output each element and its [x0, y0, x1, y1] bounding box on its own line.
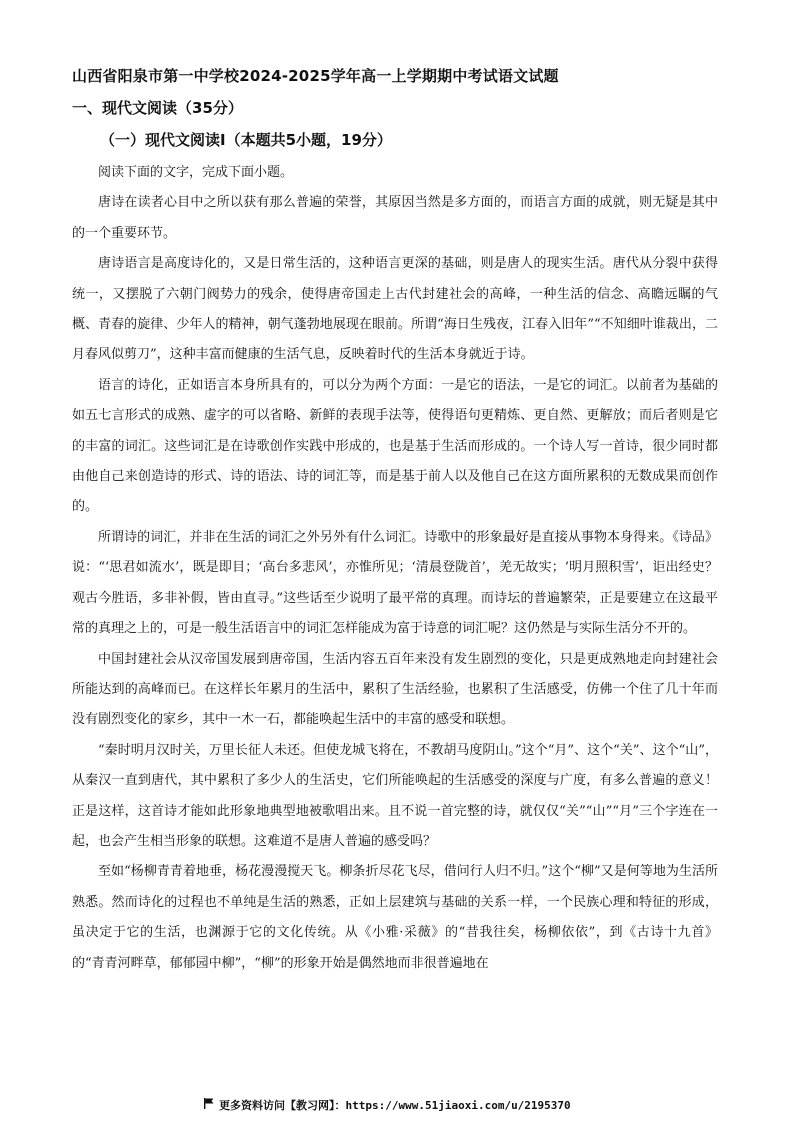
paragraph: 唐诗语言是高度诗化的，又是日常生活的，这种语言更深的基础，则是唐人的现实生活。唐代从分裂中获得统一，又摆脱了六朝门阀势力的残余，使得唐帝国走上古代封建社会的高峰，一种生活的信念、高瞻远瞩的气概、青春的旋律、少年人的精神，朝气蓬勃地展现在眼前。所谓“海日生残夜，江春入旧年”“不知细叶谁裁出，二月春风似剪刀”，这种丰富而健康的生活气息，反映着时代的生活本身就近于诗。 [72, 256, 718, 363]
paragraph: 所谓诗的词汇，并非在生活的词汇之外另外有什么词汇。诗歌中的形象最好是直接从事物本身得来。《诗品》说：“‘思君如流水’，既是即目；‘高台多悲风’，亦惟所见；‘清晨登陇首’，羌无故实；‘明月照积雪’，讵出经史？观古今胜语，多非补假，皆由直寻。”这些话至少说明了最平常的真理。而诗坛的普遍繁荣，正是要建立在这最平常的真理之上的，可是一般生活语言中的词汇怎样能成为富于诗意的词汇呢？这仍然是与实际生活分不开的。 [72, 529, 718, 637]
article-body [72, 158, 718, 979]
paragraph: 至如“杨柳青青着地垂，杨花漫漫搅天飞。柳条折尽花飞尽，借问行人归不归。”这个“柳”又是何等地为生活所熟悉。然而诗化的过程也不单纯是生活的熟悉，正如上层建筑与基础的关系一样，一个民族心理和特征的形成，虽决定于它的生活，也渊源于它的文化传统。从《小雅·采薇》的“昔我往矣，杨柳依依”，到《古诗十九首》的“青青河畔草，郁郁园中柳”，“柳”的形象开始是偶然地而非很普遍地在 [72, 864, 718, 971]
paragraph: “秦时明月汉时关，万里长征人未还。但使龙城飞将在，不教胡马度阴山。”这个“月”、这个“关”、这个“山”，从秦汉一直到唐代，其中累积了多少人的生活史，它们所能唤起的生活感受的深度与广度，有多么普遍的意义！正是这样，这首诗才能如此形象地典型地被歌唱出来。且不说一首完整的诗，就仅仅“关”“山”“月”三个字连在一起，也会产生相当形象的联想。这难道不是唐人普遍的感受吗？ [72, 742, 718, 849]
document-title: 山西省阳泉市第一中学校2024-2025学年高一上学期期中考试语文试题 [72, 67, 559, 85]
subsection-heading: （一）现代文阅读Ⅰ（本题共5小题，19分） [100, 131, 392, 149]
footer-link[interactable] [204, 1098, 571, 1113]
section-heading: 一、现代文阅读（35分） [72, 99, 243, 117]
paragraph: 中国封建社会从汉帝国发展到唐帝国，生活内容五百年来没有发生剧烈的变化，只是更成熟地走向封建社会所能达到的高峰而已。在这样长年累月的生活中，累积了生活经验，也累积了生活感受，仿佛一个住了几十年而没有剧烈变化的家乡，其中一木一石，都能唤起生活中的丰富的感受和联想。 [72, 651, 718, 728]
flag-icon [204, 1098, 214, 1113]
footer-text[interactable]: 更多资料访问【教习网】：https://www.51jiaoxi.com/u/2195370 [219, 1098, 571, 1112]
paragraph: 唐诗在读者心目中之所以获有那么普遍的荣誉，其原因当然是多方面的，而语言方面的成就，则无疑是其中的一个重要环节。 [72, 195, 718, 241]
reading-instruction: 阅读下面的文字，完成下面小题。 [98, 165, 294, 180]
paragraph: 语言的诗化，正如语言本身所具有的，可以分为两个方面：一是它的语法，一是它的词汇。以前者为基础的如五七言形式的成熟、虚字的可以省略、新鲜的表现手法等，使得语句更精炼、更自然、更解放；而后者则是它的丰富的词汇。这些词汇是在诗歌创作实践中形成的，也是基于生活而形成的。一个诗人写一首诗，很少同时都由他自己来创造诗的形式、诗的语法、诗的词汇等，而是基于前人以及他自己在这方面所累积的无数成果而创作的。 [72, 377, 718, 515]
